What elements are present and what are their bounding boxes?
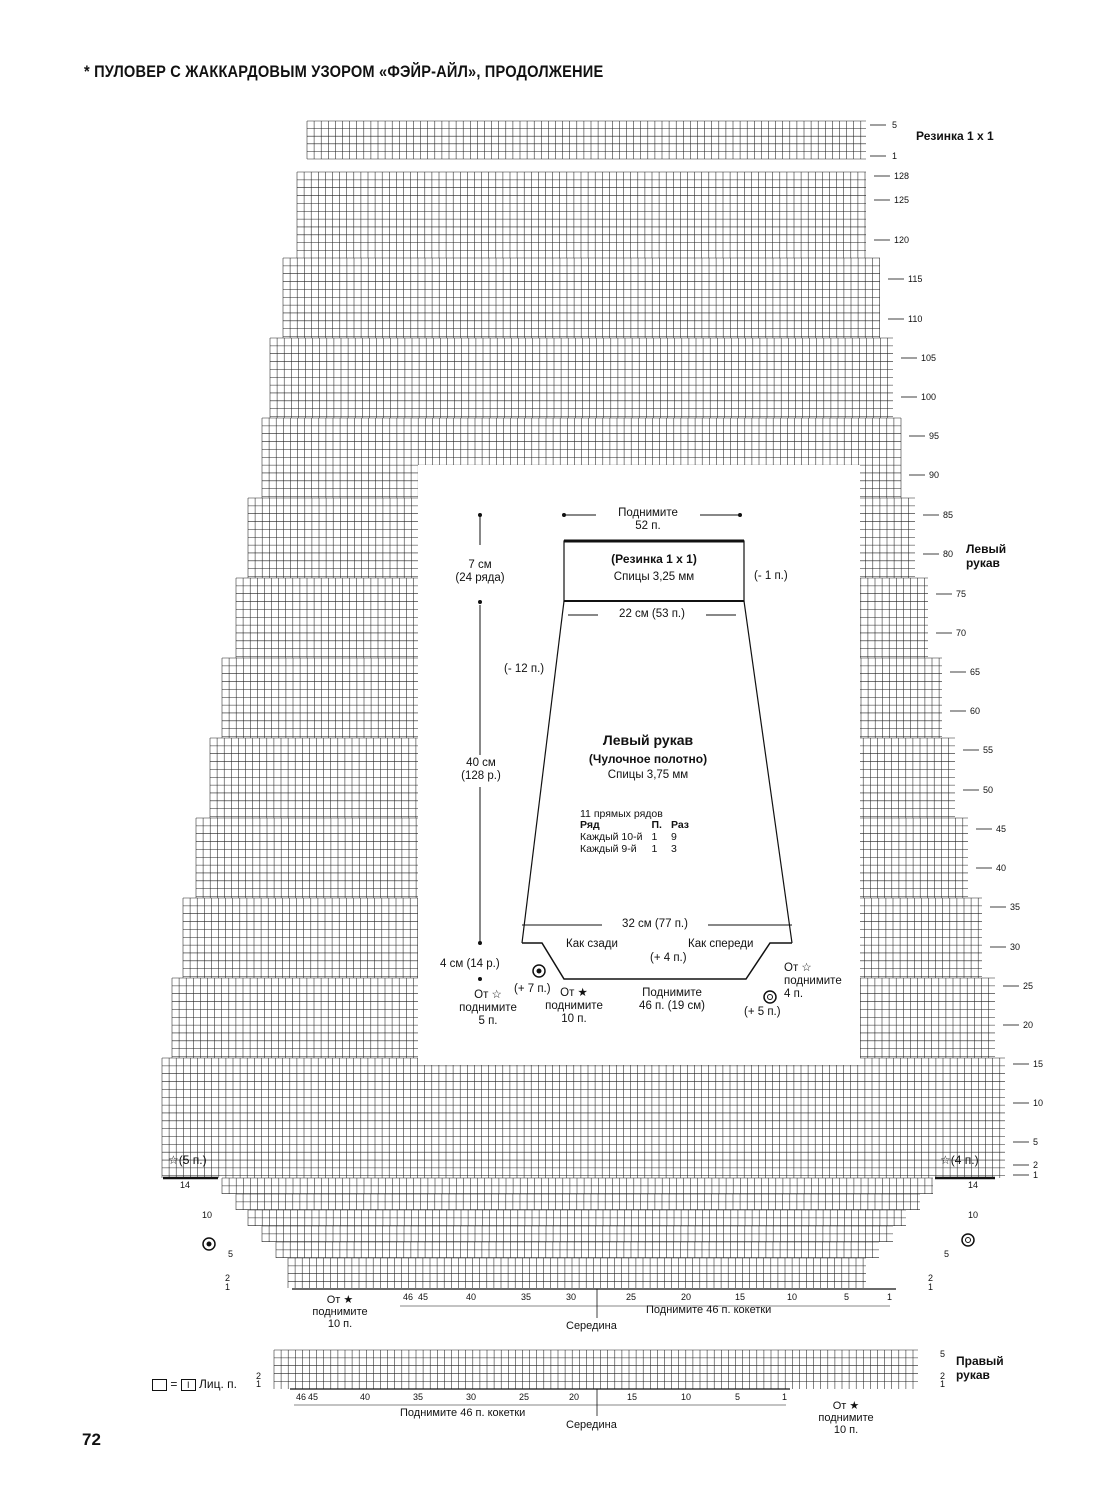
right-star-marker: ☆(4 п.) (940, 1153, 979, 1167)
schema-sleeve-stitch: (Чулочное полотно) (588, 752, 708, 766)
schema-cuff-title: (Резинка 1 х 1) (611, 552, 697, 566)
empty-square-icon (152, 1379, 167, 1391)
cap-grid-band (248, 1210, 906, 1226)
right-sleeve-stitch-1: 1 (782, 1392, 788, 1402)
right-sleeve-stitch-45: 45 (308, 1392, 319, 1402)
right-sleeve-stitch-46: 46 (296, 1392, 307, 1402)
right-sleeve-stitch-25: 25 (519, 1392, 530, 1402)
middle-label: Середина (566, 1320, 617, 1332)
increase-table: Ряд П. Раз Каждый 10-й 1 9 Каждый 9-й 1 3 (580, 819, 690, 855)
bottom-stitch-40: 40 (466, 1292, 477, 1302)
sleeve-grid-band (283, 258, 880, 338)
row-number-125: 125 (894, 195, 910, 205)
row-number-80: 80 (943, 549, 954, 559)
page-title: * ПУЛОВЕР С ЖАККАРДОВЫМ УЗОРОМ «ФЭЙР-АЙЛ», ПРОДОЛЖЕНИЕ (84, 62, 604, 81)
right-sleeve-label-2: рукав (956, 1368, 990, 1382)
cap-grid-band (288, 1258, 866, 1288)
row-number-5: 5 (1033, 1137, 1039, 1147)
pickup-label: Поднимите 46 п. кокетки (646, 1304, 772, 1316)
left-shaping-row-2: 2 (225, 1273, 231, 1283)
right-circle-dot (966, 1238, 971, 1243)
row-number-70: 70 (956, 628, 967, 638)
left-sleeve-label-1: Левый (966, 542, 1007, 556)
schema-straight-rows: 11 прямых рядов (580, 808, 663, 820)
row-number-40: 40 (996, 863, 1007, 873)
right-sleeve-stitch-5: 5 (735, 1392, 741, 1402)
left-shaping-row-1: 1 (225, 1282, 231, 1292)
left-sleeve-label-2: рукав (966, 556, 1000, 570)
bottom-stitch-46: 46 (403, 1292, 414, 1302)
right-sleeve-stitch-30: 30 (466, 1392, 477, 1402)
right-sleeve-grid (274, 1350, 918, 1389)
row-number-55: 55 (983, 745, 994, 755)
schema-length: 40 см (128 р.) (461, 757, 501, 782)
right-circle-marker (962, 1234, 974, 1246)
right-sleeve-stitch-15: 15 (627, 1392, 638, 1402)
schema-as-front: Как спереди (688, 938, 754, 950)
right-sleeve-row-2: 2 (940, 1371, 946, 1381)
bottom-stitch-35: 35 (521, 1292, 532, 1302)
row-number-128: 128 (894, 171, 910, 181)
right-shaping-row-5: 5 (944, 1249, 950, 1259)
row-number-10: 10 (1033, 1098, 1044, 1108)
knit-stitch-icon: I (181, 1379, 196, 1391)
right-sleeve-row-1: 1 (940, 1379, 946, 1389)
row-number-1: 1 (1033, 1170, 1039, 1180)
bottom-stitch-20: 20 (681, 1292, 692, 1302)
right-sleeve-left-row-2: 2 (256, 1371, 262, 1381)
schema-dec-one: (- 1 п.) (754, 570, 788, 582)
schema-plus-five: (+ 5 п.) (744, 1006, 781, 1018)
right-shaping-row-10: 10 (968, 1210, 979, 1220)
row-number-60: 60 (970, 706, 981, 716)
left-star-marker: ☆(5 п.) (168, 1153, 207, 1167)
row-number-15: 15 (1033, 1059, 1044, 1069)
row-number-115: 115 (908, 274, 923, 284)
row-number-50: 50 (983, 785, 994, 795)
left-shaping-row-10: 10 (202, 1210, 213, 1220)
right-sleeve-stitch-10: 10 (681, 1392, 692, 1402)
schema-plus-four: (+ 4 п.) (650, 952, 687, 964)
row-number-20: 20 (1023, 1020, 1034, 1030)
schema-cap-height: 4 см (14 р.) (440, 958, 500, 970)
row-number-65: 65 (970, 667, 981, 677)
right-sleeve-stitch-40: 40 (360, 1392, 371, 1402)
schema-from-star-b: От ★ поднимите 10 п. (545, 987, 603, 1025)
left-circle-dot (207, 1242, 212, 1247)
rib-label: Резинка 1 х 1 (916, 129, 994, 143)
row-number-95: 95 (929, 431, 940, 441)
schema-cuff-needles: Спицы 3,25 мм (613, 571, 695, 583)
row-number-35: 35 (1010, 902, 1021, 912)
schema-plus-seven: (+ 7 п.) (514, 983, 551, 995)
right-sleeve-label-1: Правый (956, 1354, 1004, 1368)
right-sleeve-stitch-35: 35 (413, 1392, 424, 1402)
schema-cuff-height: 7 см (24 ряда) (455, 559, 505, 584)
bottom-stitch-30: 30 (566, 1292, 577, 1302)
bottom-stitch-45: 45 (418, 1292, 429, 1302)
schema-sleeve-title: Левый рукав (602, 732, 694, 748)
row-number-25: 25 (1023, 981, 1034, 991)
row-number-45: 45 (996, 824, 1007, 834)
bottom-stitch-1: 1 (887, 1292, 893, 1302)
right-from-star-note: От ★ поднимите 10 п. (818, 1400, 874, 1436)
left-shaping-row-14: 14 (180, 1180, 191, 1190)
row-number-2: 2 (1033, 1160, 1039, 1170)
sleeve-schematic (418, 465, 860, 1065)
right-middle-label: Середина (566, 1419, 617, 1431)
bottom-stitch-15: 15 (735, 1292, 746, 1302)
right-shaping-row-2: 2 (928, 1273, 934, 1283)
rib-row-1: 1 (892, 151, 898, 161)
rib-grid (307, 121, 866, 159)
schema-as-back: Как сзади (566, 938, 618, 950)
right-shaping-row-1: 1 (928, 1282, 934, 1292)
page-number: 72 (82, 1430, 101, 1449)
row-number-105: 105 (921, 353, 937, 363)
from-star-note: От ★ поднимите 10 п. (312, 1294, 368, 1330)
schema-from-star-a: От ☆ поднимите 5 п. (459, 989, 517, 1027)
rib-row-5: 5 (892, 120, 898, 130)
right-shaping-row-14: 14 (968, 1180, 979, 1190)
schema-pickup-top: Поднимите 52 п. (618, 507, 678, 532)
right-sleeve-row-5: 5 (940, 1349, 946, 1359)
left-shaping-row-5: 5 (228, 1249, 234, 1259)
bottom-stitch-25: 25 (626, 1292, 637, 1302)
row-number-120: 120 (894, 235, 910, 245)
schema-pickup-bottom: Поднимите 46 п. (19 см) (639, 987, 705, 1012)
sleeve-grid-band (162, 1058, 1005, 1178)
schema-from-star-c: От ☆ поднимите 4 п. (784, 962, 842, 1000)
cap-grid-band (222, 1178, 933, 1194)
sleeve-grid-band (297, 172, 866, 258)
row-number-100: 100 (921, 392, 937, 402)
schema-dec-twelve: (- 12 п.) (504, 663, 545, 675)
row-number-30: 30 (1010, 942, 1021, 952)
row-number-90: 90 (929, 470, 940, 480)
schema-cuff-width: 22 см (53 п.) (619, 608, 685, 620)
cap-grid-band (236, 1194, 920, 1210)
cap-grid-band (262, 1226, 893, 1242)
bottom-stitch-5: 5 (844, 1292, 850, 1302)
bottom-stitch-10: 10 (787, 1292, 798, 1302)
cap-grid-band (276, 1242, 879, 1258)
schema-upper-width: 32 см (77 п.) (622, 918, 688, 930)
row-number-85: 85 (943, 510, 954, 520)
right-pickup-label: Поднимите 46 п. кокетки (400, 1407, 526, 1419)
legend: = I Лиц. п. (152, 1378, 237, 1391)
right-sleeve-stitch-20: 20 (569, 1392, 580, 1402)
right-sleeve-left-row-1: 1 (256, 1379, 262, 1389)
sleeve-grid-band (270, 338, 893, 418)
schema-sleeve-needles: Спицы 3,75 мм (607, 769, 689, 781)
row-number-110: 110 (908, 314, 923, 324)
row-number-75: 75 (956, 589, 967, 599)
